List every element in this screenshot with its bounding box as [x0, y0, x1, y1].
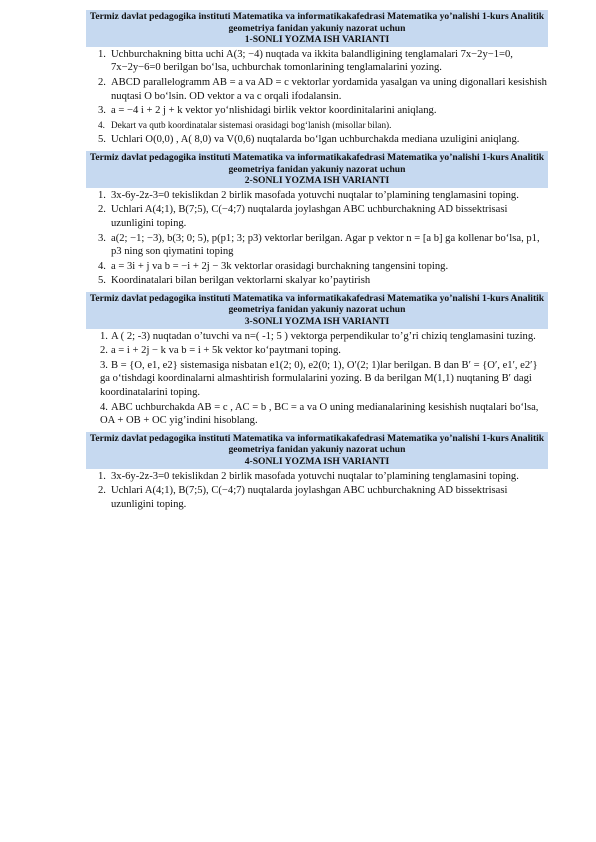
- question-number: 2.: [98, 76, 106, 88]
- question-text: Dekart va qutb koordinatalar sistemasi orasidagi bog‘lanish (misollar bilan).: [111, 119, 392, 130]
- question-list: [86, 48, 548, 147]
- question-number: 4.: [98, 260, 106, 272]
- question-text: a = −4 i + 2 j + k vektor yo‘nlishidagi birlik vektor koordinitalarini aniqlang.: [111, 105, 437, 117]
- question-number: 1.: [98, 470, 106, 482]
- question-text: a = i + 2j − k va b = i + 5k vektor ko‘paytmani toping.: [110, 345, 341, 357]
- question-list: [86, 330, 548, 428]
- section-header: [86, 432, 548, 469]
- question-number: 3.: [100, 359, 108, 371]
- question-number: 2.: [98, 485, 106, 497]
- document-page: [86, 10, 548, 515]
- header-variant: 3-SONLI YOZMA ISH VARIANTI: [244, 316, 390, 328]
- question-number: 2.: [98, 204, 106, 216]
- header-title: Termiz davlat pedagogika instituti Matematika va informatikakafedrasi Matematika yo’nalishi 1-kurs Analitik geometriya fanidan yakuniy nazorat uchun: [89, 151, 545, 175]
- question-list: [86, 470, 548, 512]
- question-item: [86, 401, 548, 428]
- variant-section-1: [86, 10, 548, 147]
- question-item: [86, 484, 548, 511]
- question-item: [86, 359, 548, 400]
- header-variant: 2-SONLI YOZMA ISH VARIANTI: [244, 175, 390, 187]
- question-text: Uchlari O(0,0) , A( 8,0) va V(0,6) nuqtalarda bo‘lgan uchburchakda mediana uzuligini aniqlang.: [111, 134, 520, 146]
- question-text: ABCD parallelogramm AB = a va AD = c vektorlar yordamida yasalgan va uning digonallari kesishish nuqtasi O bo‘lsin. OD vektor a va c orqali ifodalansin.: [111, 76, 547, 102]
- question-item: [86, 76, 548, 103]
- section-header: [86, 292, 548, 329]
- question-item: [86, 189, 548, 203]
- question-text: B = {O, e1, e2} sistemasiga nisbatan e1(2; 0), e2(0; 1), O′(2; 1)lar berilgan. B dan B′ = {O′, e1′, e2′} ga o‘tishdagi koordinalarni almashtirish formulalarini yozing. B da berilgan M(1,1) nuqtaning B′ dagi koordinatalarini toping.: [100, 359, 538, 399]
- question-text: Uchburchakning bitta uchi A(3; −4) nuqtada va ikkita balandligining tenglamalari 7x−2y−1=0, 7x−2y−6=0 berilgan bo‘lsa, uchburchak tomonlarining tenglamalarini yozing.: [111, 48, 513, 74]
- header-variant: 1-SONLI YOZMA ISH VARIANTI: [244, 34, 390, 46]
- header-title: Termiz davlat pedagogika instituti Matematika va informatikakafedrasi Matematika yo’nalishi 1-kurs Analitik geometriya fanidan yakuniy nazorat uchun: [89, 292, 545, 316]
- question-text: Uchlari A(4;1), B(7;5), C(−4;7) nuqtalarda joylashgan ABC uchburchakning AD bissektrisasi uzunligini toping.: [111, 485, 508, 510]
- question-item: [86, 344, 548, 358]
- question-number: 1.: [100, 330, 108, 342]
- question-item: [86, 104, 548, 118]
- question-number: 1.: [98, 48, 106, 60]
- question-item: [86, 119, 548, 133]
- question-text: 3x-6y-2z-3=0 tekislikdan 2 birlik masofada yotuvchi nuqtalar to’plamining tenglamasini toping.: [111, 189, 519, 201]
- question-number: 2.: [100, 345, 108, 357]
- question-text: a(2; −1; −3), b(3; 0; 5), p(p1; 3; p3) vektorlar berilgan. Agar p vektor n = [a b] ga kollenar bo‘lsa, p1, p3 ning son qiymatini toping: [111, 232, 540, 258]
- header-variant: 4-SONLI YOZMA ISH VARIANTI: [244, 456, 390, 467]
- variant-section-4: [86, 432, 548, 512]
- question-item: [86, 203, 548, 230]
- question-number: 4.: [98, 119, 105, 130]
- header-title: Termiz davlat pedagogika instituti Matematika va informatikakafedrasi Matematika yo’nalishi 1-kurs Analitik geometriya fanidan yakuniy nazorat uchun: [89, 432, 545, 456]
- section-header: [86, 151, 548, 188]
- question-number: 4.: [100, 401, 108, 413]
- question-number: 5.: [98, 134, 106, 146]
- question-item: [86, 133, 548, 147]
- question-number: 5.: [98, 275, 106, 287]
- variant-section-2: [86, 151, 548, 288]
- question-text: Koordinatalari bilan berilgan vektorlarni skalyar ko’paytirish: [111, 275, 371, 287]
- question-item: [86, 48, 548, 75]
- question-text: A ( 2; -3) nuqtadan o’tuvchi va n=( -1; 5 ) vektorga perpendikular to’g’ri chiziq tenglamasini tuzing.: [110, 330, 536, 342]
- variant-section-3: [86, 292, 548, 428]
- question-list: [86, 189, 548, 288]
- question-number: 1.: [98, 189, 106, 201]
- question-number: 3.: [98, 105, 106, 117]
- section-header: [86, 10, 548, 47]
- question-item: [86, 232, 548, 259]
- question-item: [86, 330, 548, 344]
- question-item: [86, 470, 548, 484]
- question-text: 3x-6y-2z-3=0 tekislikdan 2 birlik masofada yotuvchi nuqtalar to’plamining tenglamasini toping.: [111, 470, 519, 482]
- question-text: ABC uchburchakda AB = c , AC = b , BC = a va O uning medianalarining kesishish nuqtalari bo‘lsa, OA + OB + OC yig’indini hisoblang.: [100, 401, 539, 427]
- question-text: Uchlari A(4;1), B(7;5), C(−4;7) nuqtalarda joylashgan ABC uchburchakning AD bissektrisasi uzunligini toping.: [111, 204, 508, 229]
- header-title: Termiz davlat pedagogika instituti Matematika va informatikakafedrasi Matematika yo’nalishi 1-kurs Analitik geometriya fanidan yakuniy nazorat uchun: [89, 11, 545, 34]
- question-number: 3.: [98, 232, 106, 244]
- question-item: [86, 274, 548, 288]
- question-item: [86, 260, 548, 274]
- question-text: a = 3i + j va b = −i + 2j − 3k vektorlar orasidagi burchakning tangensini toping.: [111, 260, 449, 272]
